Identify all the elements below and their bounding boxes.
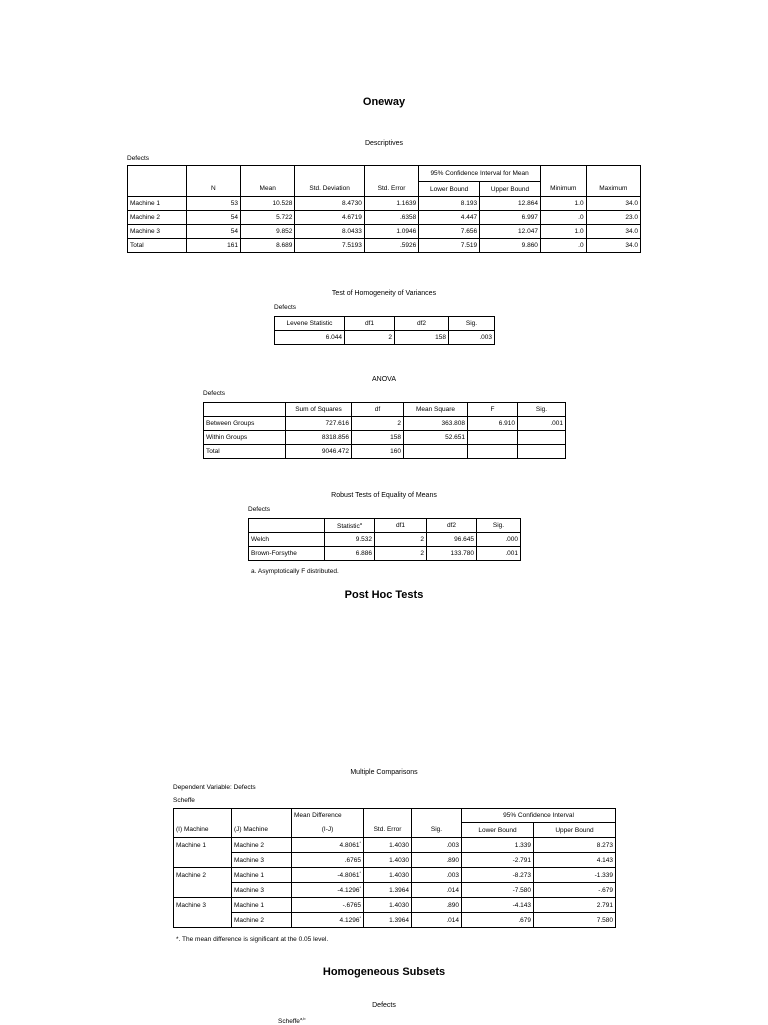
table-row: Machine 3 .6765 1.4030 .890 -2.791 4.143 (174, 853, 616, 868)
anova-caption: ANOVA (372, 376, 396, 383)
column-header: Upper Bound (480, 182, 541, 197)
table-row: Machine 2 Machine 1 -4.8061* 1.4030 .003 -8.273 -1.339 (174, 868, 616, 883)
row-label: Brown-Forsythe (249, 547, 325, 561)
homogeneity-dv-label: Defects (274, 304, 297, 311)
multiple-footnote: *. The mean difference is significant at the 0.05 level. (176, 936, 329, 943)
ci-header: 95% Confidence Interval (462, 809, 616, 823)
column-header: Mean Square (404, 403, 468, 417)
homogeneity-table (274, 316, 495, 345)
row-label: Welch (249, 533, 325, 547)
table-row: Machine 2 4.1296* 1.3964 .014 .679 7.580 (174, 913, 616, 928)
row-label: Machine 2 (128, 211, 187, 225)
group-label: Machine 2 (174, 868, 232, 883)
column-header: Sum of Squares (286, 403, 352, 417)
multiple-comparisons-table (173, 808, 616, 928)
column-header: Mean Difference (292, 809, 364, 823)
column-header: Levene Statistic (275, 317, 345, 331)
subsets-method: Scheffe$^{a,b}$ (278, 1016, 306, 1025)
table-row: Total 161 8.689 7.5193 .5926 7.519 9.860 .0 34.0 (128, 239, 641, 253)
column-header: df (352, 403, 404, 417)
column-header: df1 (345, 317, 395, 331)
column-header: Mean (241, 182, 295, 197)
table-row: 6.044 2 158 .003 (275, 331, 495, 345)
table-row: Between Groups 727.616 2 363.808 6.910 .001 (204, 417, 566, 431)
table-row: Machine 3 Machine 1 -.6765 1.4030 .890 -4.143 2.791 (174, 898, 616, 913)
column-header: Sig. (449, 317, 495, 331)
footnote-marker: a (359, 520, 362, 526)
row-label: Within Groups (204, 431, 286, 445)
table-row: Machine 1 Machine 2 4.8061* 1.4030 .003 1.339 8.273 (174, 838, 616, 853)
column-header: Minimum (540, 182, 586, 197)
table-row: Welch 9.532 2 96.645 .000 (249, 533, 521, 547)
column-header: Lower Bound (462, 823, 534, 838)
posthoc-title: Post Hoc Tests (344, 589, 424, 601)
column-header: Std. Error (364, 823, 412, 838)
column-header: Statistic$^a$ (325, 519, 375, 533)
table-row: Machine 1 53 10.528 8.4730 1.1639 8.193 12.864 1.0 34.0 (128, 197, 641, 211)
multiple-method: Scheffe (173, 797, 195, 804)
table-row: Machine 3 54 9.852 8.0433 1.0946 7.656 12.047 1.0 34.0 (128, 225, 641, 239)
column-header: (I-J) (292, 823, 364, 838)
column-header: Lower Bound (419, 182, 480, 197)
row-label: Total (204, 445, 286, 459)
column-header: F (468, 403, 518, 417)
subsets-caption: Defects (372, 1002, 396, 1009)
column-header: (J) Machine (232, 823, 292, 838)
table-row: Brown-Forsythe 6.886 2 133.780 .001 (249, 547, 521, 561)
robust-dv-label: Defects (248, 506, 271, 513)
subsets-title: Homogeneous Subsets (322, 966, 446, 978)
page-title: Oneway (362, 96, 406, 108)
ci-header: 95% Confidence Interval for Mean (419, 166, 541, 182)
descriptives-table (127, 165, 641, 253)
table-row: Machine 3 -4.1296* 1.3964 .014 -7.580 -.679 (174, 883, 616, 898)
column-header: (I) Machine (174, 823, 232, 838)
column-header: df2 (395, 317, 449, 331)
table-row: Total 9046.472 160 (204, 445, 566, 459)
row-label: Total (128, 239, 187, 253)
row-label: Machine 3 (128, 225, 187, 239)
robust-caption: Robust Tests of Equality of Means (331, 492, 437, 499)
column-header: Sig. (412, 823, 462, 838)
column-header: df2 (427, 519, 477, 533)
column-header: Std. Deviation (295, 182, 365, 197)
robust-footnote: a. Asymptotically F distributed. (251, 568, 339, 575)
row-label: Machine 1 (128, 197, 187, 211)
robust-table (248, 518, 521, 561)
descriptives-caption: Descriptives (364, 140, 404, 147)
column-header: Sig. (518, 403, 566, 417)
table-row: Within Groups 8318.856 158 52.651 (204, 431, 566, 445)
anova-table (203, 402, 566, 459)
column-header: Upper Bound (534, 823, 616, 838)
column-header: N (186, 182, 240, 197)
multiple-dv-line: Dependent Variable: Defects (173, 784, 256, 791)
column-header: Sig. (477, 519, 521, 533)
column-header: Maximum (586, 182, 640, 197)
row-label: Between Groups (204, 417, 286, 431)
group-label: Machine 1 (174, 838, 232, 853)
anova-dv-label: Defects (203, 390, 226, 397)
descriptives-dv-label: Defects (127, 155, 150, 162)
multiple-caption: Multiple Comparisons (350, 769, 418, 776)
group-label: Machine 3 (174, 898, 232, 913)
column-header: Std. Error (364, 182, 418, 197)
column-header: df1 (375, 519, 427, 533)
homogeneity-caption: Test of Homogeneity of Variances (331, 290, 437, 297)
table-row: Machine 2 54 5.722 4.6719 .6358 4.447 6.997 .0 23.0 (128, 211, 641, 225)
